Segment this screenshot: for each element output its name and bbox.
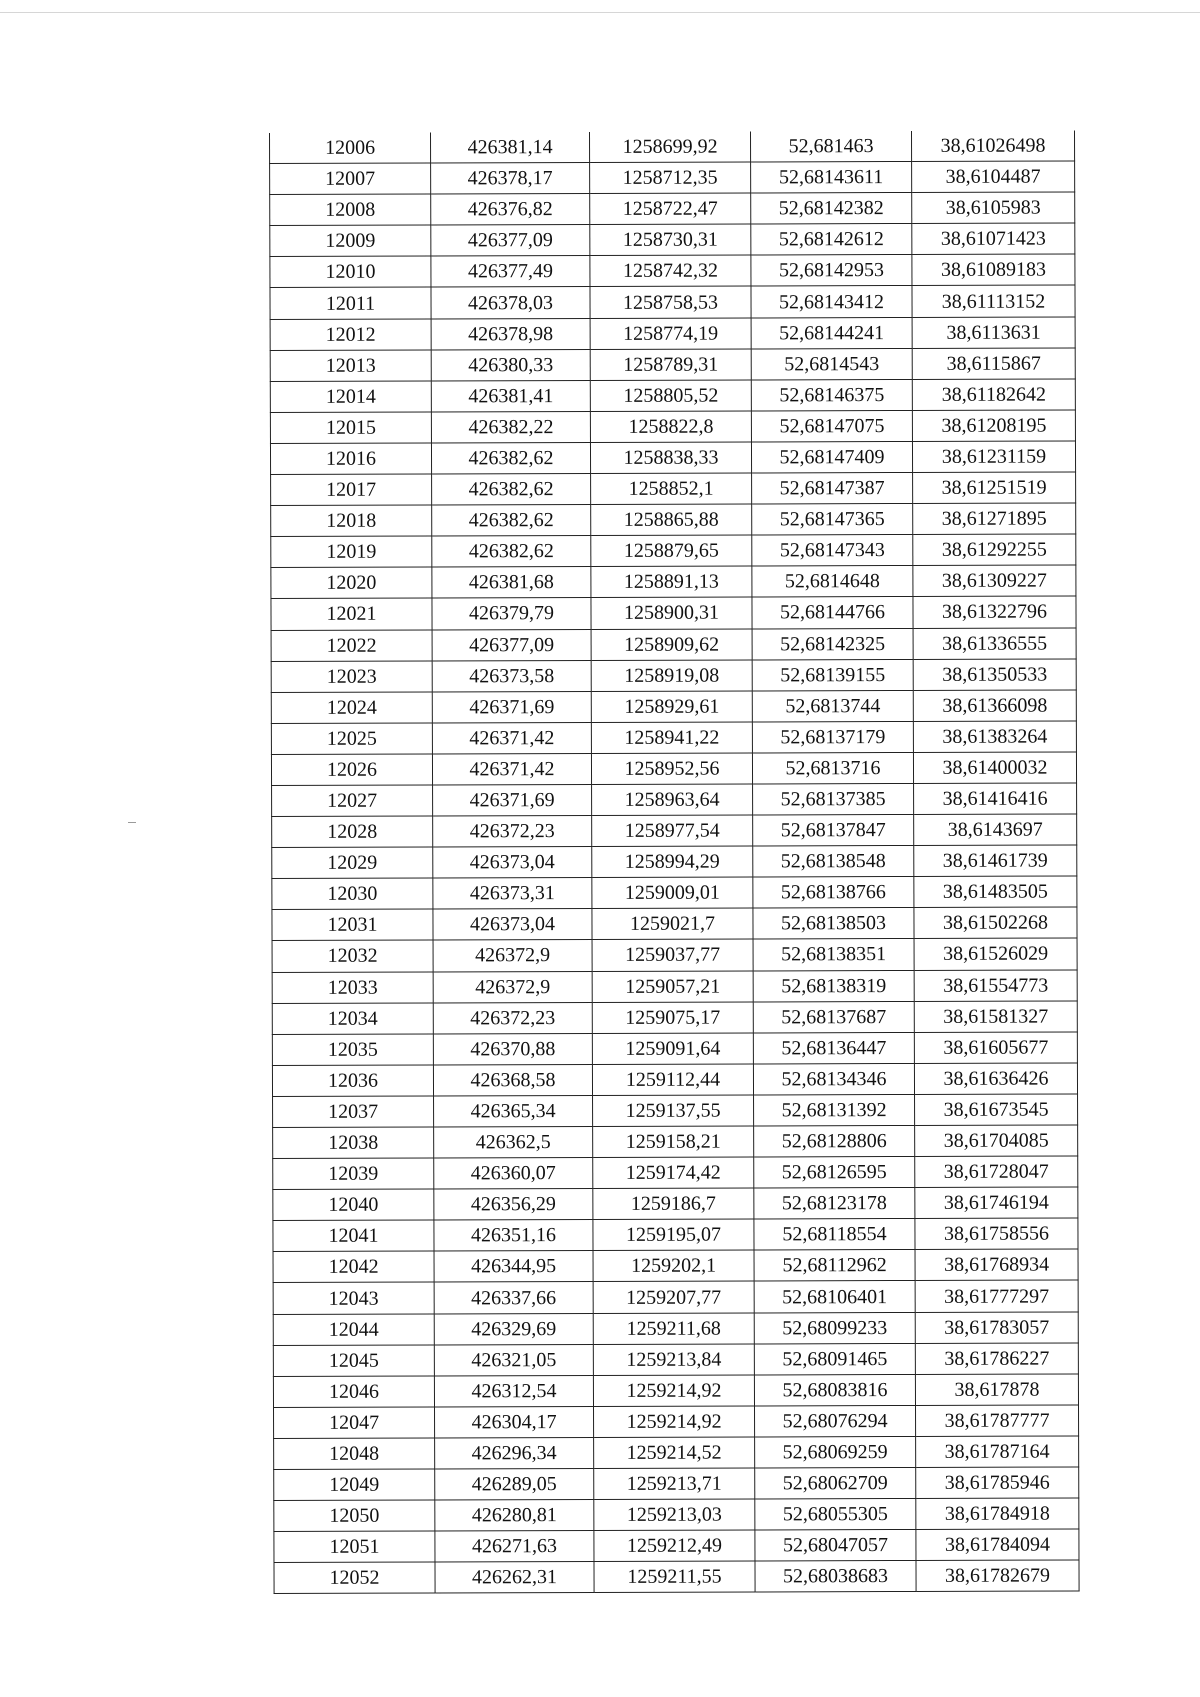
table-row: [273, 1312, 1078, 1346]
cell-point-number: 12045: [273, 1345, 434, 1377]
cell-point-number: 12029: [272, 847, 433, 879]
cell-longitude: 38,61089183: [912, 254, 1075, 286]
cell-point-number: 12007: [270, 163, 431, 195]
cell-x: 426289,05: [435, 1469, 594, 1501]
cell-point-number: 12021: [271, 598, 432, 630]
table-row: [273, 1249, 1078, 1283]
cell-longitude: 38,61366098: [913, 690, 1076, 722]
table-row: [271, 752, 1076, 786]
cell-latitude: 52,68076294: [755, 1405, 916, 1437]
cell-point-number: 12041: [273, 1220, 434, 1252]
cell-latitude: 52,68106401: [754, 1281, 915, 1313]
cell-longitude: 38,61461739: [914, 845, 1077, 877]
cell-longitude: 38,61746194: [915, 1187, 1078, 1219]
cell-latitude: 52,68091465: [754, 1343, 915, 1375]
cell-latitude: 52,68118554: [754, 1219, 915, 1251]
cell-latitude: 52,68144766: [752, 597, 913, 629]
cell-y: 1259037,77: [592, 939, 753, 971]
cell-latitude: 52,68143611: [751, 162, 912, 194]
cell-point-number: 12018: [271, 505, 432, 537]
cell-latitude: 52,68069259: [755, 1436, 916, 1468]
cell-point-number: 12010: [270, 256, 431, 288]
cell-x: 426371,69: [433, 784, 592, 816]
cell-latitude: 52,68138503: [753, 908, 914, 940]
table-row: [274, 1467, 1079, 1501]
cell-point-number: 12027: [272, 785, 433, 817]
cell-y: 1258909,62: [591, 628, 752, 660]
cell-y: 1259214,92: [594, 1406, 755, 1438]
cell-longitude: 38,61758556: [915, 1218, 1078, 1250]
cell-y: 1258941,22: [591, 722, 752, 754]
cell-x: 426372,9: [433, 940, 592, 972]
cell-latitude: 52,6813716: [752, 752, 913, 784]
cell-y: 1258789,31: [590, 349, 751, 381]
table-row: [271, 690, 1076, 724]
cell-latitude: 52,68137179: [752, 721, 913, 753]
cell-y: 1258963,64: [592, 784, 753, 816]
table-row: [270, 285, 1075, 319]
cell-y: 1258699,92: [589, 131, 750, 162]
cell-y: 1259213,03: [594, 1499, 755, 1531]
cell-latitude: 52,68123178: [754, 1188, 915, 1220]
cell-x: 426373,31: [433, 878, 592, 910]
cell-x: 426378,17: [431, 163, 590, 195]
cell-x: 426371,42: [432, 722, 591, 754]
cell-latitude: 52,68038683: [755, 1561, 916, 1593]
table-row: [272, 907, 1077, 941]
cell-longitude: 38,61728047: [915, 1156, 1078, 1188]
cell-latitude: 52,68142953: [751, 255, 912, 287]
cell-longitude: 38,617878: [915, 1374, 1078, 1406]
cell-longitude: 38,61782679: [916, 1560, 1079, 1592]
cell-x: 426321,05: [434, 1344, 593, 1376]
cell-longitude: 38,61483505: [914, 876, 1077, 908]
table-row: [274, 1436, 1079, 1470]
cell-point-number: 12032: [272, 940, 433, 972]
cell-latitude: 52,681463: [750, 131, 911, 162]
table-row: [272, 938, 1077, 972]
cell-point-number: 12037: [273, 1096, 434, 1128]
cell-y: 1258929,61: [591, 691, 752, 723]
cell-y: 1258774,19: [590, 318, 751, 350]
table-row: [270, 161, 1075, 195]
cell-point-number: 12051: [274, 1531, 435, 1563]
cell-point-number: 12047: [274, 1407, 435, 1439]
cell-x: 426344,95: [434, 1251, 593, 1283]
table-row: [272, 969, 1077, 1003]
cell-latitude: 52,68147075: [751, 410, 912, 442]
cell-latitude: 52,68143412: [751, 286, 912, 318]
cell-point-number: 12020: [271, 567, 432, 599]
cell-latitude: 52,68047057: [755, 1530, 916, 1562]
cell-point-number: 12006: [270, 132, 431, 163]
cell-y: 1258822,8: [590, 411, 751, 443]
table-row: [274, 1560, 1079, 1594]
cell-point-number: 12024: [271, 692, 432, 724]
table-row: [273, 1125, 1078, 1159]
cell-latitude: 52,68142325: [752, 628, 913, 660]
cell-point-number: 12050: [274, 1500, 435, 1532]
table-row: [273, 1218, 1078, 1252]
cell-point-number: 12038: [273, 1127, 434, 1159]
cell-point-number: 12042: [273, 1251, 434, 1283]
cell-y: 1258952,56: [591, 753, 752, 785]
table-row: [272, 783, 1077, 817]
cell-point-number: 12034: [272, 1003, 433, 1035]
cell-y: 1259057,21: [592, 971, 753, 1003]
cell-longitude: 38,61768934: [915, 1249, 1078, 1281]
cell-point-number: 12015: [270, 412, 431, 444]
cell-latitude: 52,68142382: [751, 193, 912, 225]
cell-y: 1258900,31: [591, 597, 752, 629]
cell-point-number: 12025: [271, 723, 432, 755]
cell-y: 1259202,1: [593, 1250, 754, 1282]
cell-longitude: 38,61113152: [912, 285, 1075, 317]
table-row: [273, 1280, 1078, 1314]
cell-y: 1258852,1: [591, 473, 752, 505]
cell-latitude: 52,68147409: [751, 441, 912, 473]
cell-x: 426382,62: [432, 505, 591, 537]
table-row: [270, 410, 1075, 444]
cell-latitude: 52,68126595: [754, 1157, 915, 1189]
cell-x: 426360,07: [434, 1158, 593, 1190]
cell-x: 426372,9: [433, 971, 592, 1003]
cell-latitude: 52,68134346: [753, 1063, 914, 1095]
table-row: [270, 379, 1075, 413]
cell-x: 426368,58: [433, 1064, 592, 1096]
cell-point-number: 12019: [271, 536, 432, 568]
cell-x: 426381,41: [431, 380, 590, 412]
cell-y: 1258994,29: [592, 846, 753, 878]
table-row: [274, 1405, 1079, 1439]
table-row: [273, 1187, 1078, 1221]
cell-x: 426379,79: [432, 598, 591, 630]
table-row: [272, 1032, 1077, 1066]
cell-latitude: 52,68055305: [755, 1499, 916, 1531]
table-row: [272, 845, 1077, 879]
cell-y: 1259021,7: [592, 908, 753, 940]
coordinates-table-body: [270, 130, 1080, 1593]
cell-x: 426371,69: [432, 691, 591, 723]
table-row: [270, 441, 1075, 475]
cell-longitude: 38,61784094: [916, 1529, 1079, 1561]
cell-y: 1258712,35: [590, 162, 751, 194]
cell-longitude: 38,61786227: [915, 1343, 1078, 1375]
cell-latitude: 52,68138766: [753, 877, 914, 909]
cell-latitude: 52,6814543: [751, 348, 912, 380]
cell-point-number: 12030: [272, 878, 433, 910]
cell-latitude: 52,68136447: [753, 1032, 914, 1064]
cell-x: 426351,16: [434, 1220, 593, 1252]
cell-y: 1259112,44: [592, 1064, 753, 1096]
cell-x: 426377,09: [432, 629, 591, 661]
cell-point-number: 12013: [270, 350, 431, 382]
cell-latitude: 52,68138351: [753, 939, 914, 971]
cell-y: 1259211,68: [593, 1313, 754, 1345]
cell-x: 426380,33: [431, 349, 590, 381]
cell-point-number: 12012: [270, 319, 431, 351]
cell-x: 426382,62: [432, 536, 591, 568]
cell-y: 1259137,55: [593, 1095, 754, 1127]
cell-y: 1258722,47: [590, 193, 751, 225]
cell-longitude: 38,61636426: [914, 1063, 1077, 1095]
cell-x: 426271,63: [435, 1531, 594, 1563]
cell-y: 1259213,84: [593, 1344, 754, 1376]
table-row: [271, 503, 1076, 537]
cell-y: 1259174,42: [593, 1157, 754, 1189]
cell-x: 426356,29: [434, 1189, 593, 1221]
cell-longitude: 38,61309227: [913, 565, 1076, 597]
cell-x: 426378,98: [431, 318, 590, 350]
cell-longitude: 38,6143697: [914, 814, 1077, 846]
cell-x: 426296,34: [435, 1437, 594, 1469]
cell-longitude: 38,61554773: [914, 969, 1077, 1001]
cell-x: 426373,04: [433, 847, 592, 879]
table-row: [274, 1529, 1079, 1563]
cell-latitude: 52,68139155: [752, 659, 913, 691]
cell-longitude: 38,61400032: [913, 752, 1076, 784]
cell-latitude: 52,68147387: [752, 473, 913, 505]
table-row: [272, 1001, 1077, 1035]
cell-longitude: 38,61502268: [914, 907, 1077, 939]
cell-longitude: 38,61292255: [913, 534, 1076, 566]
cell-x: 426362,5: [434, 1126, 593, 1158]
coordinates-table-container: [269, 130, 1080, 1594]
cell-y: 1258919,08: [591, 660, 752, 692]
cell-latitude: 52,68144241: [751, 317, 912, 349]
cell-longitude: 38,61673545: [915, 1094, 1078, 1126]
table-row: [270, 192, 1075, 226]
cell-x: 426381,68: [432, 567, 591, 599]
cell-point-number: 12039: [273, 1158, 434, 1190]
cell-x: 426382,62: [431, 442, 590, 474]
table-row: [274, 1498, 1079, 1532]
cell-latitude: 52,68147365: [752, 504, 913, 536]
cell-y: 1259075,17: [592, 1002, 753, 1034]
cell-y: 1258865,88: [591, 504, 752, 536]
cell-longitude: 38,61787777: [916, 1405, 1079, 1437]
cell-longitude: 38,61251519: [913, 472, 1076, 504]
cell-point-number: 12049: [274, 1469, 435, 1501]
cell-latitude: 52,68083816: [754, 1374, 915, 1406]
cell-x: 426329,69: [434, 1313, 593, 1345]
cell-point-number: 12044: [273, 1314, 434, 1346]
cell-y: 1258758,53: [590, 286, 751, 318]
cell-y: 1259214,52: [594, 1437, 755, 1469]
cell-x: 426337,66: [434, 1282, 593, 1314]
cell-y: 1258879,65: [591, 535, 752, 567]
cell-y: 1259212,49: [594, 1530, 755, 1562]
table-row: [270, 254, 1075, 288]
cell-x: 426280,81: [435, 1500, 594, 1532]
cell-latitude: 52,68062709: [755, 1468, 916, 1500]
cell-longitude: 38,61182642: [912, 379, 1075, 411]
cell-latitude: 52,68137687: [753, 1001, 914, 1033]
cell-y: 1259211,55: [594, 1561, 755, 1593]
cell-latitude: 52,68138548: [753, 846, 914, 878]
cell-point-number: 12028: [272, 816, 433, 848]
cell-y: 1259009,01: [592, 877, 753, 909]
cell-longitude: 38,61322796: [913, 596, 1076, 628]
cell-longitude: 38,61071423: [912, 223, 1075, 255]
cell-longitude: 38,61208195: [912, 410, 1075, 442]
cell-x: 426370,88: [433, 1033, 592, 1065]
cell-point-number: 12014: [270, 381, 431, 413]
cell-longitude: 38,61383264: [913, 721, 1076, 753]
cell-x: 426377,09: [431, 225, 590, 257]
coordinates-table: [269, 130, 1080, 1594]
cell-longitude: 38,61231159: [912, 441, 1075, 473]
cell-x: 426381,14: [430, 132, 589, 163]
table-row: [271, 565, 1076, 599]
cell-x: 426382,62: [432, 474, 591, 506]
cell-latitude: 52,68099233: [754, 1312, 915, 1344]
cell-x: 426372,23: [433, 1002, 592, 1034]
cell-longitude: 38,61783057: [915, 1312, 1078, 1344]
cell-point-number: 12016: [270, 443, 431, 475]
cell-point-number: 12023: [271, 661, 432, 693]
cell-longitude: 38,6104487: [912, 161, 1075, 193]
cell-latitude: 52,68112962: [754, 1250, 915, 1282]
table-row: [272, 1063, 1077, 1097]
cell-longitude: 38,61581327: [914, 1001, 1077, 1033]
scan-top-edge-line: [0, 12, 1200, 13]
table-row: [271, 472, 1076, 506]
cell-y: 1258977,54: [592, 815, 753, 847]
table-row: [272, 876, 1077, 910]
cell-longitude: 38,61784918: [916, 1498, 1079, 1530]
cell-x: 426382,22: [431, 411, 590, 443]
cell-x: 426373,58: [432, 660, 591, 692]
cell-latitude: 52,68137847: [753, 815, 914, 847]
table-row: [271, 659, 1076, 693]
cell-x: 426312,54: [434, 1375, 593, 1407]
table-row: [270, 317, 1075, 351]
cell-point-number: 12046: [273, 1376, 434, 1408]
cell-point-number: 12043: [273, 1282, 434, 1314]
cell-longitude: 38,61336555: [913, 627, 1076, 659]
cell-point-number: 12009: [270, 225, 431, 257]
cell-y: 1259186,7: [593, 1188, 754, 1220]
cell-x: 426378,03: [431, 287, 590, 319]
cell-y: 1258805,52: [590, 380, 751, 412]
table-row: [272, 814, 1077, 848]
cell-longitude: 38,61350533: [913, 659, 1076, 691]
table-row: [271, 721, 1076, 755]
cell-longitude: 38,61605677: [914, 1032, 1077, 1064]
cell-y: 1258730,31: [590, 224, 751, 256]
cell-point-number: 12011: [270, 287, 431, 319]
cell-point-number: 12040: [273, 1189, 434, 1221]
cell-y: 1259158,21: [593, 1126, 754, 1158]
cell-longitude: 38,61777297: [915, 1280, 1078, 1312]
cell-latitude: 52,68137385: [753, 783, 914, 815]
cell-y: 1258742,32: [590, 255, 751, 287]
cell-x: 426371,42: [432, 753, 591, 785]
cell-x: 426372,23: [433, 816, 592, 848]
cell-point-number: 12008: [270, 194, 431, 226]
cell-y: 1258838,33: [590, 442, 751, 474]
table-row: [270, 348, 1075, 382]
cell-latitude: 52,68146375: [751, 379, 912, 411]
table-row: [271, 627, 1076, 661]
cell-y: 1259214,92: [593, 1375, 754, 1407]
cell-point-number: 12036: [272, 1065, 433, 1097]
cell-longitude: 38,61785946: [916, 1467, 1079, 1499]
cell-x: 426373,04: [433, 909, 592, 941]
cell-longitude: 38,61026498: [911, 130, 1074, 161]
table-row: [271, 596, 1076, 630]
table-row: [270, 223, 1075, 257]
cell-point-number: 12035: [272, 1034, 433, 1066]
cell-x: 426377,49: [431, 256, 590, 288]
cell-point-number: 12022: [271, 629, 432, 661]
cell-latitude: 52,6814648: [752, 566, 913, 598]
cell-longitude: 38,6115867: [912, 348, 1075, 380]
cell-latitude: 52,68142612: [751, 224, 912, 256]
cell-point-number: 12033: [272, 972, 433, 1004]
table-row: [273, 1156, 1078, 1190]
cell-y: 1259207,77: [593, 1281, 754, 1313]
cell-latitude: 52,6813744: [752, 690, 913, 722]
scan-speck: [128, 822, 136, 823]
cell-point-number: 12052: [274, 1562, 435, 1594]
cell-point-number: 12026: [271, 754, 432, 786]
cell-latitude: 52,68131392: [754, 1094, 915, 1126]
cell-latitude: 52,68147343: [752, 535, 913, 567]
cell-x: 426262,31: [435, 1562, 594, 1594]
table-row: [273, 1374, 1078, 1408]
cell-longitude: 38,61704085: [915, 1125, 1078, 1157]
cell-longitude: 38,6113631: [912, 317, 1075, 349]
cell-y: 1259091,64: [592, 1033, 753, 1065]
cell-longitude: 38,61416416: [914, 783, 1077, 815]
cell-x: 426376,82: [431, 194, 590, 226]
cell-longitude: 38,61271895: [913, 503, 1076, 535]
cell-x: 426365,34: [434, 1095, 593, 1127]
cell-longitude: 38,61787164: [916, 1436, 1079, 1468]
cell-point-number: 12031: [272, 909, 433, 941]
cell-latitude: 52,68138319: [753, 970, 914, 1002]
cell-longitude: 38,61526029: [914, 938, 1077, 970]
cell-point-number: 12048: [274, 1438, 435, 1470]
cell-longitude: 38,6105983: [912, 192, 1075, 224]
cell-y: 1259195,07: [593, 1219, 754, 1251]
table-row: [273, 1094, 1078, 1128]
cell-y: 1258891,13: [591, 566, 752, 598]
table-row: [271, 534, 1076, 568]
cell-latitude: 52,68128806: [754, 1125, 915, 1157]
table-row: [273, 1343, 1078, 1377]
cell-y: 1259213,71: [594, 1468, 755, 1500]
table-row: [270, 130, 1075, 163]
cell-point-number: 12017: [271, 474, 432, 506]
cell-x: 426304,17: [435, 1406, 594, 1438]
